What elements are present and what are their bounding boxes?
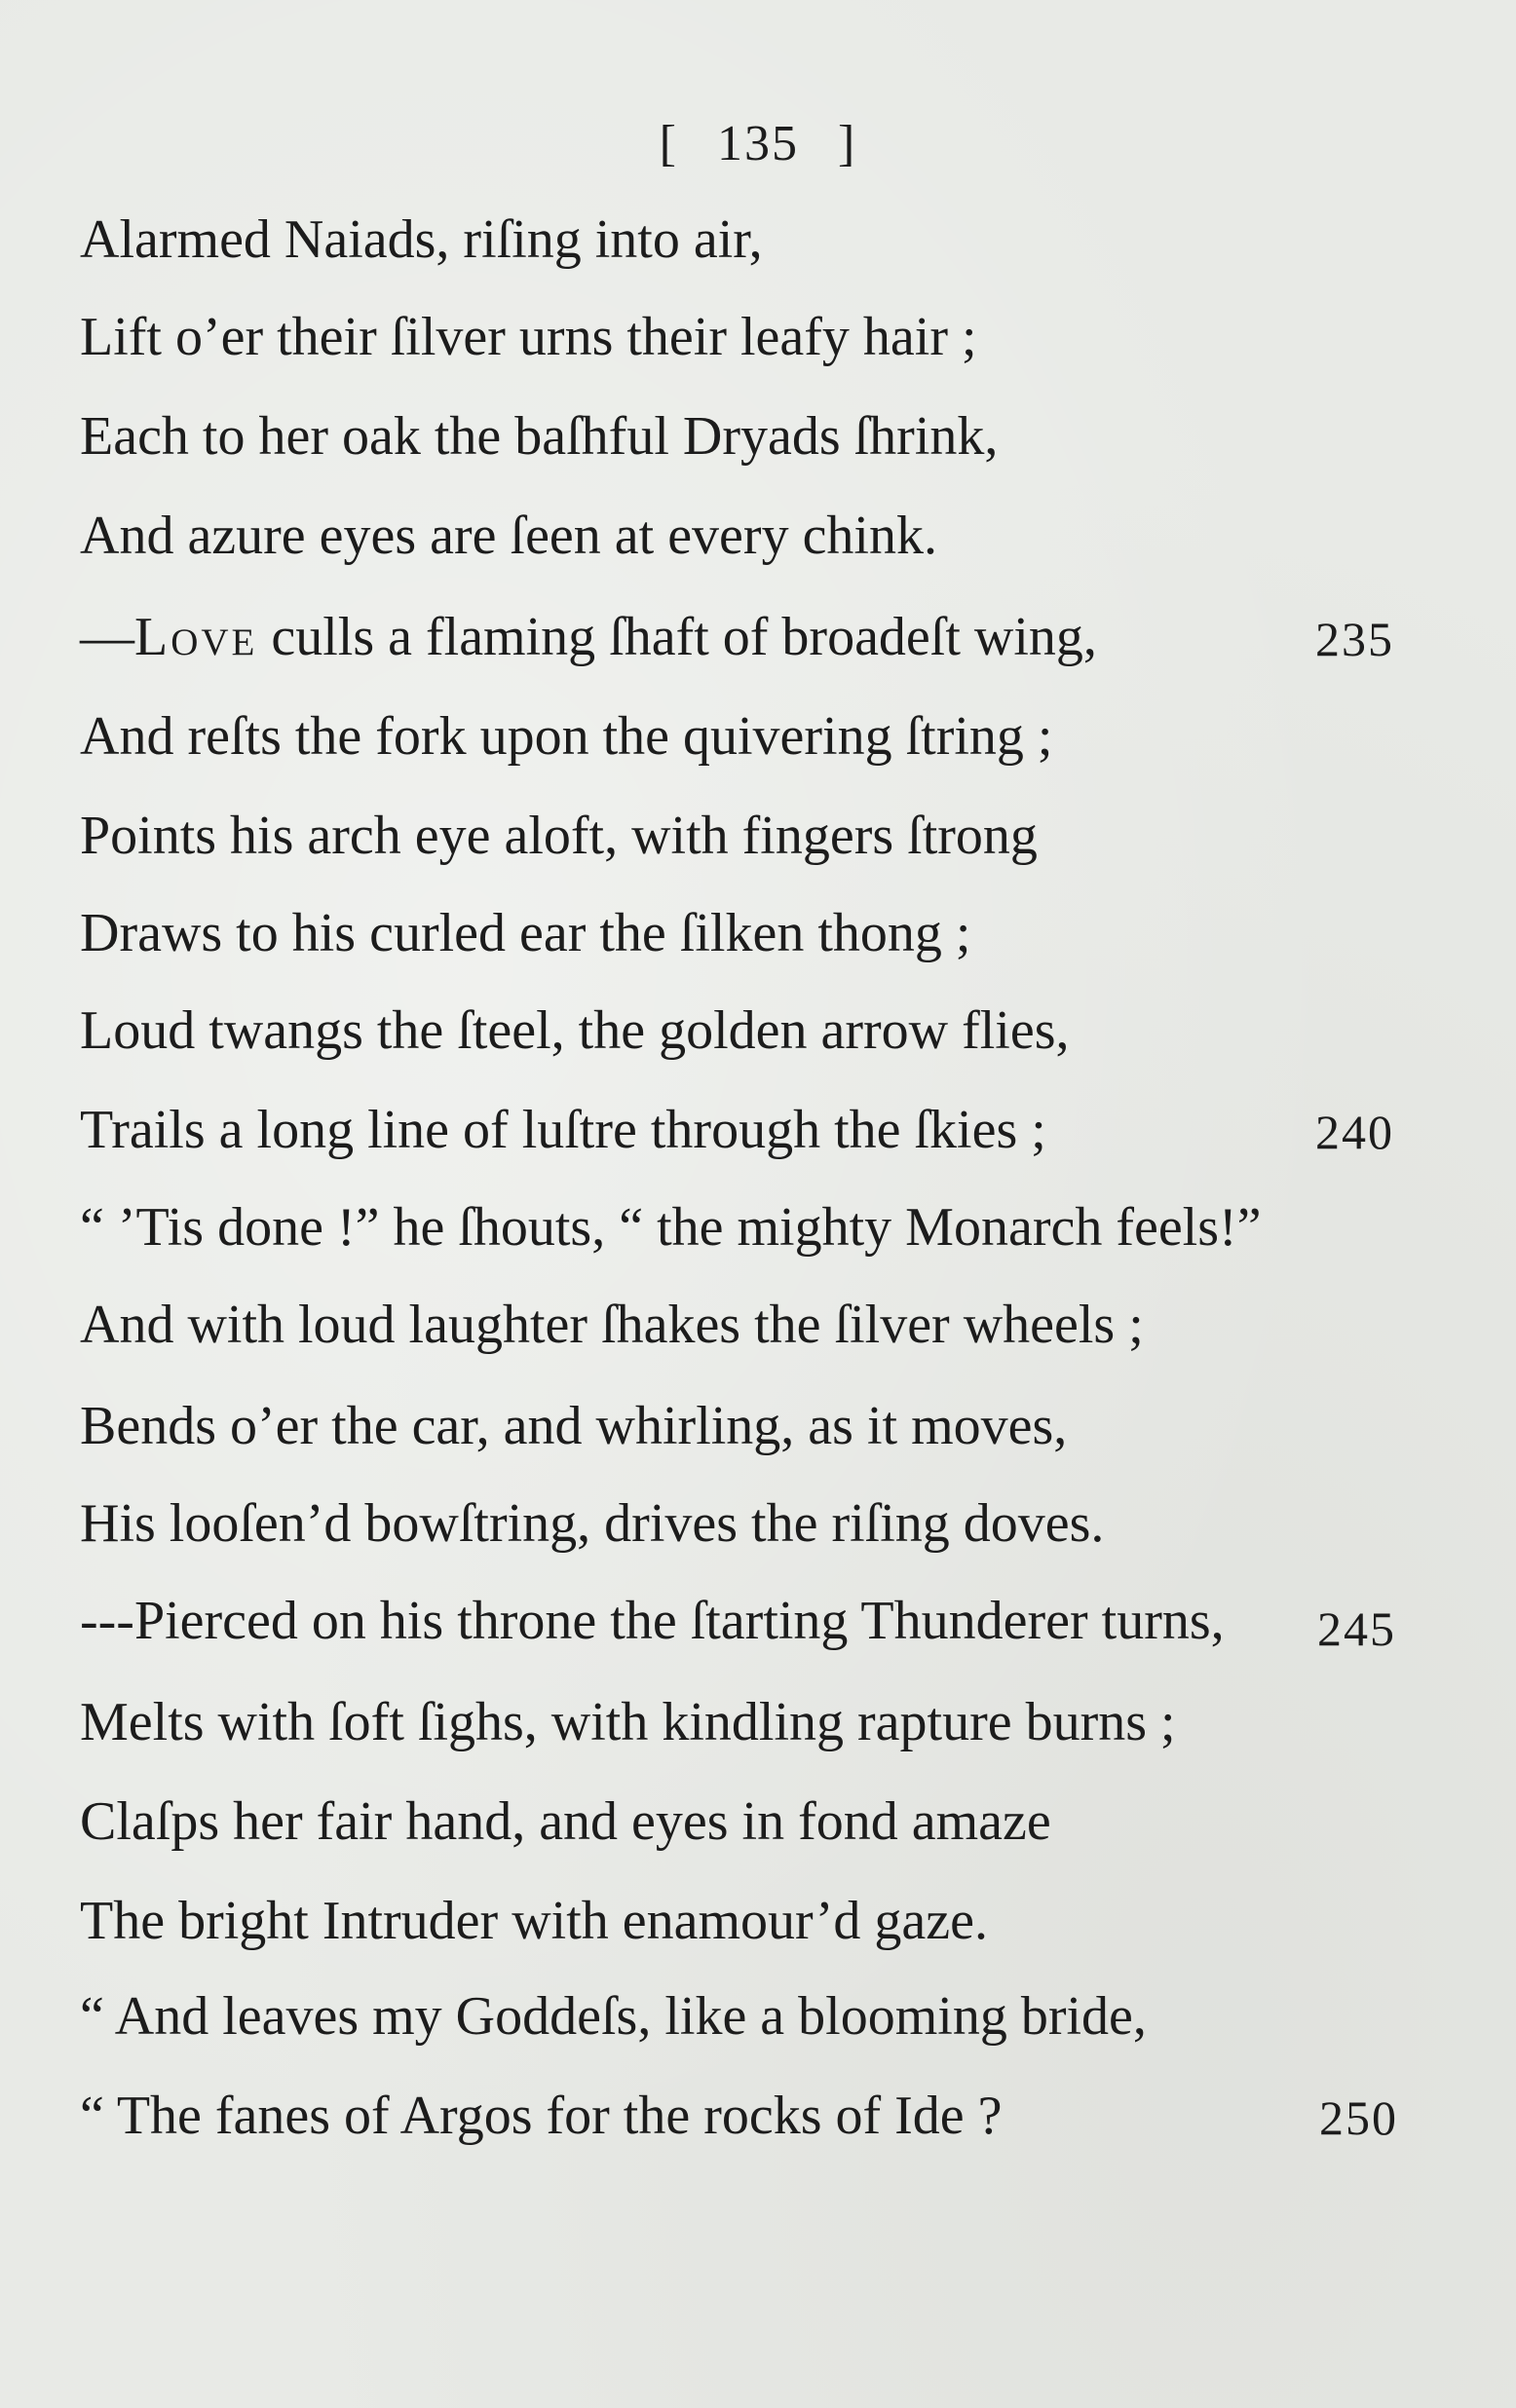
verse-line: Lift o’er their ſilver urns their leafy hair ; [80, 307, 977, 367]
verse-line: “ ’Tis done !” he ſhouts, “ the mighty Monarch feels!” [80, 1197, 1262, 1258]
verse-line: Trails a long line of luſtre through the ſkies ; [80, 1100, 1046, 1160]
em-dash: — [80, 607, 134, 667]
verse-line: Bends o’er the car, and whirling, as it moves, [80, 1396, 1068, 1456]
verse-line: Draws to his curled ear the ſilken thong ; [80, 903, 971, 963]
header-close-bracket: ] [838, 116, 857, 171]
verse-line: And azure eyes are ſeen at every chink. [80, 506, 937, 566]
verse-line: “ And leaves my Goddeſs, like a blooming bride, [80, 1986, 1147, 2047]
page-header [0, 115, 1516, 172]
line-number: 240 [1315, 1105, 1394, 1159]
page-number: 135 [717, 116, 799, 171]
verse-line: “ The fanes of Argos for the rocks of Ide ? [80, 2086, 1003, 2146]
line-number: 245 [1317, 1601, 1396, 1656]
verse-line: ---Pierced on his throne the ſtarting Thunderer turns, [80, 1591, 1225, 1651]
verse-line: Claſps her fair hand, and eyes in fond amaze [80, 1791, 1051, 1852]
line-number: 250 [1319, 2090, 1398, 2145]
verse-line: And reſts the fork upon the quivering ſtring ; [80, 706, 1053, 767]
header-open-bracket: [ [659, 116, 678, 171]
line-number: 235 [1315, 612, 1394, 666]
verse-line: Each to her oak the baſhful Dryads ſhrink, [80, 406, 999, 467]
verse-line [80, 606, 1097, 668]
verse-line: Melts with ſoft ſighs, with kindling rapture burns ; [80, 1692, 1176, 1752]
verse-line: Points his arch eye aloft, with fingers ſtrong [80, 806, 1038, 866]
verse-line: Loud twangs the ſteel, the golden arrow flies, [80, 1000, 1070, 1061]
verse-line: His looſen’d bowſtring, drives the riſing doves. [80, 1493, 1105, 1554]
verse-line: The bright Intruder with enamour’d gaze. [80, 1891, 988, 1951]
verse-line: Alarmed Naiads, riſing into air, [80, 209, 763, 270]
verse-line-rest: culls a flaming ſhaft of broadeſt wing, [257, 607, 1097, 667]
verse-line: And with loud laughter ſhakes the ſilver wheels ; [80, 1295, 1144, 1355]
small-caps-word: Love [134, 607, 258, 667]
